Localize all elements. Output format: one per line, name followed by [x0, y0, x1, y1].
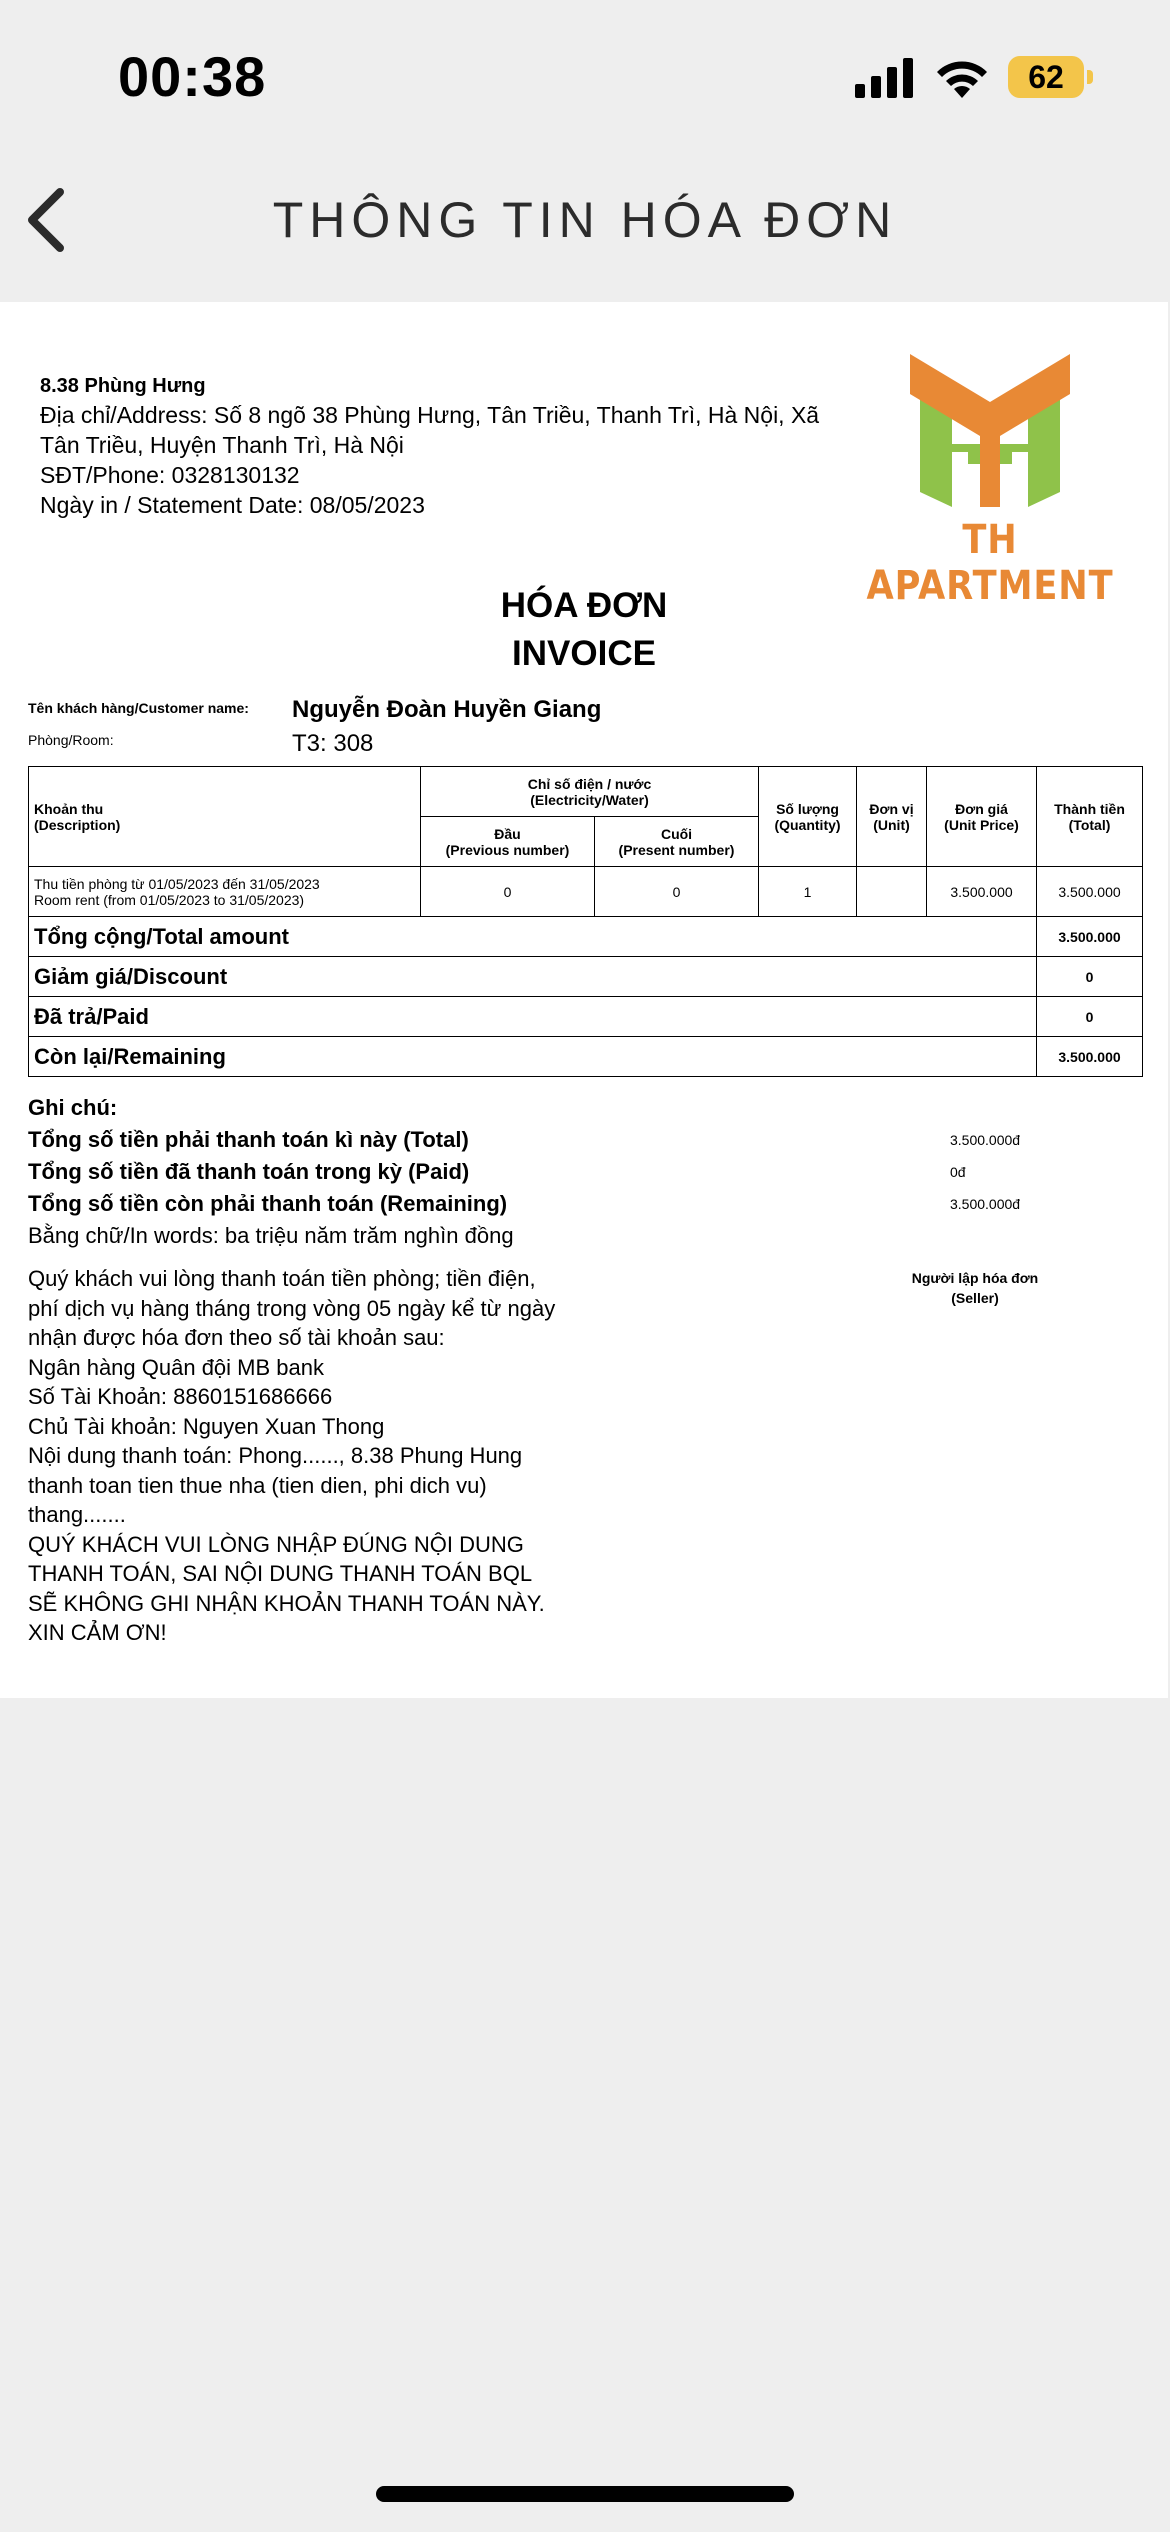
customer-name: Nguyễn Đoàn Huyền Giang — [292, 696, 602, 723]
seller-label-en: (Seller) — [951, 1290, 999, 1306]
notes-paid-label: Tổng số tiền đã thanh toán trong kỳ (Paid) — [28, 1159, 470, 1184]
row-total: 3.500.000 — [1037, 867, 1143, 917]
payment-line: thanh toan tien thue nha (tien dien, phi dich vu) — [28, 1472, 487, 1498]
header-quantity: Số lượng (Quantity) — [759, 767, 857, 867]
header-unit: Đơn vị (Unit) — [857, 767, 927, 867]
invoice-table — [28, 766, 1143, 1077]
bank-account-holder: Chủ Tài khoản: Nguyen Xuan Thong — [28, 1413, 385, 1439]
nav-bar — [0, 150, 1170, 300]
notes-section — [28, 1092, 728, 1252]
company-address: Địa chỉ/Address: Số 8 ngõ 38 Phùng Hưng, Tân Triều, Thanh Trì, Hà Nội, Xã Tân Triều, Huyện Thanh Trì, Hà Nội — [40, 402, 820, 458]
payment-line: phí dịch vụ hàng tháng trong vòng 05 ngày kể từ ngày — [28, 1295, 556, 1321]
header-prev: Đầu (Previous number) — [421, 817, 595, 867]
invoice-document — [0, 302, 1168, 1698]
summary-discount-label: Giảm giá/Discount — [29, 957, 1037, 997]
summary-row — [29, 1037, 1143, 1077]
logo-mark-icon — [840, 332, 1140, 517]
notes-remaining-label: Tổng số tiền còn phải thanh toán (Remaining) — [28, 1191, 508, 1216]
summary-total-value: 3.500.000 — [1037, 917, 1143, 957]
customer-name-label: Tên khách hàng/Customer name: — [28, 700, 249, 716]
seller-signature — [870, 1268, 1080, 1308]
row-description: Thu tiền phòng từ 01/05/2023 đến 31/05/2023 Room rent (from 01/05/2023 to 31/05/2023) — [29, 867, 421, 917]
invoice-title-vi: HÓA ĐƠN — [500, 586, 668, 625]
notes-in-words: Bằng chữ/In words: ba triệu năm trăm nghìn đồng — [28, 1223, 514, 1248]
row-unit-price: 3.500.000 — [927, 867, 1037, 917]
statement-date: Ngày in / Statement Date: 08/05/2023 — [40, 492, 425, 518]
summary-paid-value: 0 — [1037, 997, 1143, 1037]
summary-row — [29, 957, 1143, 997]
header-total: Thành tiền (Total) — [1037, 767, 1143, 867]
payment-line: Nội dung thanh toán: Phong......, 8.38 Phung Hung — [28, 1443, 523, 1468]
row-present: 0 — [595, 867, 759, 917]
battery-level: 62 — [1008, 56, 1084, 98]
company-phone: SĐT/Phone: 0328130132 — [40, 462, 300, 488]
payment-warning: THANH TOÁN, SAI NỘI DUNG THANH TOÁN BQL — [28, 1561, 533, 1586]
notes-total-value: 3.500.000đ — [950, 1132, 1021, 1148]
table-row — [29, 867, 1143, 917]
company-info — [40, 372, 840, 520]
header-meter: Chỉ số điện / nước (Electricity/Water) — [421, 767, 759, 817]
summary-row — [29, 917, 1143, 957]
bank-account-number: Số Tài Khoản: 8860151686666 — [28, 1384, 333, 1409]
notes-heading: Ghi chú: — [28, 1095, 118, 1120]
invoice-title — [0, 582, 1168, 678]
summary-remaining-label: Còn lại/Remaining — [29, 1037, 1037, 1077]
summary-paid-label: Đã trả/Paid — [29, 997, 1037, 1037]
bank-name: Ngân hàng Quân đội MB bank — [28, 1354, 324, 1380]
room-value: T3: 308 — [292, 730, 374, 757]
row-quantity: 1 — [759, 867, 857, 917]
row-unit — [857, 867, 927, 917]
payment-warning: SẼ KHÔNG GHI NHẬN KHOẢN THANH TOÁN NÀY. — [28, 1590, 545, 1616]
notes-total-label: Tổng số tiền phải thanh toán kì này (Total) — [28, 1127, 469, 1152]
room-label: Phòng/Room: — [28, 732, 114, 748]
header-unit-price: Đơn giá (Unit Price) — [927, 767, 1037, 867]
notes-remaining-value: 3.500.000đ — [950, 1196, 1021, 1212]
payment-instructions — [28, 1264, 728, 1648]
payment-line: Quý khách vui lòng thanh toán tiền phòng; tiền điện, — [28, 1266, 536, 1291]
notes-amounts — [950, 1124, 1020, 1220]
payment-warning: QUÝ KHÁCH VUI LÒNG NHẬP ĐÚNG NỘI DUNG — [28, 1531, 524, 1557]
status-bar — [0, 0, 1170, 150]
summary-discount-value: 0 — [1037, 957, 1143, 997]
seller-label: Người lập hóa đơn — [911, 1270, 1039, 1286]
summary-remaining-value: 3.500.000 — [1037, 1037, 1143, 1077]
invoice-title-en: INVOICE — [512, 634, 656, 673]
battery-icon — [1008, 56, 1092, 98]
summary-total-label: Tổng cộng/Total amount — [29, 917, 1037, 957]
notes-paid-value: 0đ — [950, 1164, 966, 1180]
payment-thanks: XIN CẢM ƠN! — [28, 1620, 167, 1645]
th-apartment-logo — [840, 332, 1140, 609]
cellular-signal-icon — [855, 58, 915, 98]
page-title: THÔNG TIN HÓA ĐƠN — [272, 192, 898, 248]
summary-row — [29, 997, 1143, 1037]
header-present: Cuối (Present number) — [595, 817, 759, 867]
status-time: 00:38 — [118, 45, 267, 108]
logo-text: TH APARTMENT — [866, 517, 1114, 609]
wifi-icon — [934, 56, 990, 98]
payment-line: nhận được hóa đơn theo số tài khoản sau: — [28, 1325, 445, 1350]
home-indicator[interactable] — [376, 2486, 794, 2502]
company-name: 8.38 Phùng Hưng — [40, 375, 206, 397]
payment-line: thang....... — [28, 1502, 126, 1527]
battery-cap — [1087, 70, 1093, 84]
header-description: Khoản thu (Description) — [29, 767, 421, 867]
row-prev: 0 — [421, 867, 595, 917]
